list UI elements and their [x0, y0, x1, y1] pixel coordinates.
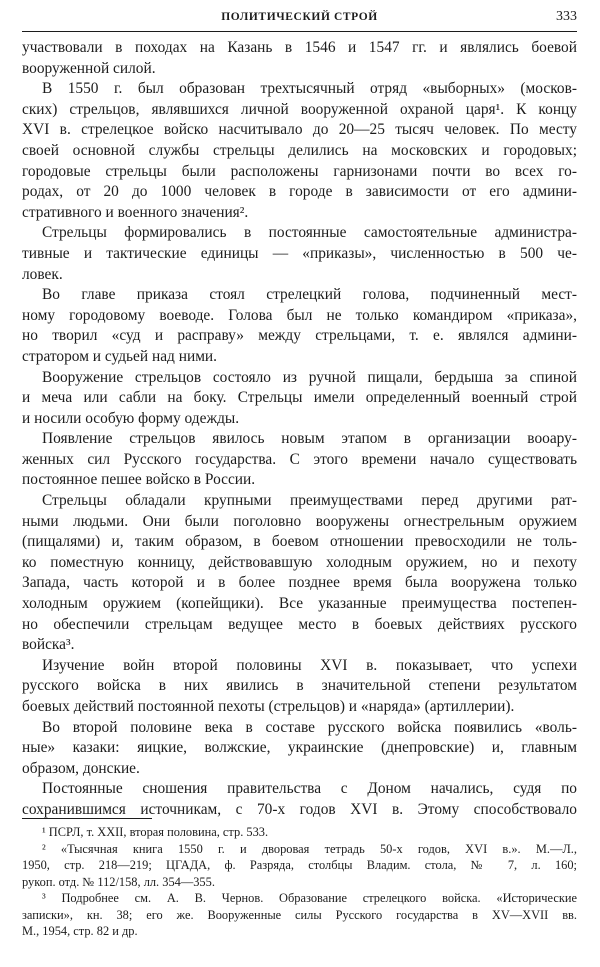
running-head [22, 8, 577, 28]
footnote-line: 1950, стр. 218—219; ЦГАДА, ф. Разряда, столбцы Владим. стола, № 7, л. 160; [22, 858, 577, 872]
footnote-line: ² «Тысячная книга 1550 г. и дворовая тетрадь 50-х годов, XVI в.». М.—Л., [42, 841, 577, 856]
footnote-line: М., 1954, стр. 82 и др. [22, 924, 138, 938]
footnote-line: записки», кн. 38; его же. Вооруженные силы Русского государства в XV—XVII вв. [22, 907, 577, 922]
footnotes [22, 824, 577, 940]
header-rule [22, 31, 577, 32]
text-line: стративного и военного значения². [22, 203, 249, 221]
text-line: Стрельцы обладали крупными преимуществами перед другими рат- [42, 492, 577, 510]
text-line: но творил «суд и расправу» между стрельцами, т. е. являлся админи- [22, 327, 577, 345]
text-line: Изучение войн второй половины XVI в. показывает, что успехи [42, 656, 577, 674]
text-line: Вооружение стрельцов состояло из ручной пищали, бердыша за спиной [42, 368, 577, 386]
text-line: сохранившимся источникам, с 70-х годов XVI в. Этому способствовало [22, 800, 577, 818]
text-line: ному городовому воеводе. Голова был не только командиром «приказа», [22, 306, 577, 324]
footnote-separator [22, 818, 152, 819]
text-line: (пищалями) и, таким образом, в боевом отношении превосходили не толь- [22, 533, 577, 551]
text-line: русского войска в них явились в значительной степени результатом [22, 677, 577, 695]
text-line: стратором и судьей над ними. [22, 347, 218, 365]
text-line: Появление стрельцов явилось новым этапом в организации вооару- [42, 430, 577, 448]
text-line: и меча или сабли на боку. Стрельцы имели определенный военный строй [22, 389, 577, 407]
text-line: и носили особую форму одежды. [22, 409, 240, 427]
text-line: ских) стрельцов, являвшихся личной вооруженной охраной царя¹. К концу [22, 100, 577, 118]
text-line: ловек. [22, 265, 63, 283]
footnote-line: рукоп. отд. № 112/158, лл. 354—355. [22, 874, 215, 889]
text-line: образом, донские. [22, 759, 140, 777]
footnote-line: ¹ ПСРЛ, т. XXII, вторая половина, стр. 533. [42, 825, 269, 839]
text-line: ными людьми. Они были поголовно вооружены огнестрельным оружием [22, 512, 577, 530]
text-line: Стрельцы формировались в постоянные самостоятельные администра- [42, 224, 577, 242]
text-line: боевых действий постоянной пехоты (стрельцов) и «наряда» (артиллерии). [22, 698, 515, 715]
text-line: ко поместную конницу, действовавшую холодным оружием, но и пехоту [22, 553, 577, 571]
text-line: В 1550 г. был образован трехтысячный отряд «выборных» (москов- [42, 80, 577, 98]
text-line: участвовали в походах на Казань в 1546 и 1547 гг. и являлись боевой [22, 39, 577, 56]
text-line: Постоянные сношения правительства с Доном начались, судя по [42, 780, 577, 798]
text-line: Запада, часть которой и в более позднее время была вооружена только [22, 574, 577, 592]
text-line: ные» казаки: яицкие, волжские, украинские (днепровские) и, главным [22, 739, 577, 757]
text-line: женных сил Русского государства. С этого времени начало существовать [22, 450, 577, 468]
text-line: холодным оружием (копейщики). Все указанные преимущества постепен- [22, 595, 577, 613]
text-line: городовые стрельцы были расположены гарнизонами почти во всех го- [22, 162, 577, 180]
page-header-title: ПОЛИТИЧЕСКИЙ СТРОЙ [221, 11, 378, 23]
text-line: вооруженной силой. [22, 59, 156, 77]
text-line: Во второй половине века в составе русского войска появились «воль- [42, 718, 577, 736]
text-line: войска³. [22, 636, 75, 654]
text-line: своей основной службы стрельцы делились на московских и городовых; [22, 141, 577, 159]
body-text [22, 38, 577, 821]
text-line: Во главе приказа стоял стрелецкий голова, подчиненный мест- [42, 286, 577, 304]
text-line: XVI в. стрелецкое войско насчитывало до 20—25 тысяч человек. По месту [22, 121, 577, 139]
page-number: 333 [556, 9, 577, 24]
text-line: родах, от 20 до 1000 человек в городе в зависимости от его админи- [22, 183, 577, 201]
text-line: но обеспечили стрельцам ведущее место в боевых действиях русского [22, 615, 577, 633]
footnote-line: ³ Подробнее см. А. В. Чернов. Образование стрелецкого войска. «Исторические [42, 891, 577, 905]
text-line: тивные и тактические единицы — «приказы», численностью в 500 че- [22, 244, 577, 262]
text-line: постоянное пешее войско в России. [22, 471, 256, 489]
